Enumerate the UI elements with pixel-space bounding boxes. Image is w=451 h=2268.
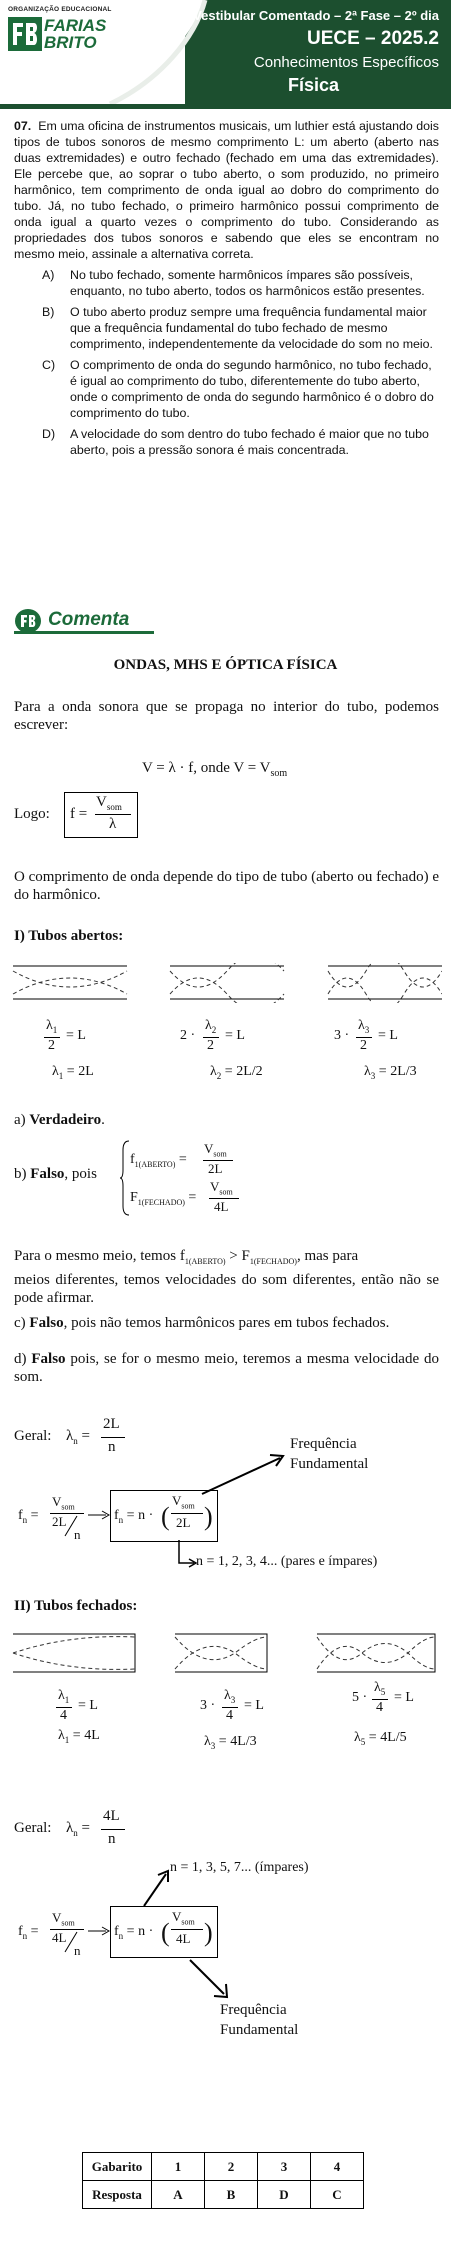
- eq-lhs: [66, 1820, 90, 1838]
- eq-p-num: [172, 1909, 195, 1927]
- eq-result: [354, 1730, 407, 1747]
- v-sub: som: [181, 1501, 195, 1511]
- open-freq-label-1: Frequência: [290, 1436, 357, 1452]
- eq-den: 2: [360, 1038, 367, 1053]
- table-row: [83, 2181, 364, 2209]
- boxed-frequency-formula: [64, 792, 138, 838]
- eq-num: [46, 1018, 57, 1035]
- equation-velocity-text: V = λ · f, onde V = V: [142, 760, 271, 776]
- v-symbol: V: [210, 1179, 220, 1194]
- formula-lhs: f =: [70, 806, 88, 822]
- f-symbol: f: [114, 1508, 119, 1523]
- table-header-cell: 3: [258, 2153, 311, 2181]
- logo-name-brito: BRITO: [44, 33, 97, 52]
- item-verdict: Falso: [31, 1351, 66, 1367]
- item-verdict: Falso: [30, 1166, 65, 1182]
- eq-num: [224, 1688, 235, 1705]
- header-exam-title: UECE – 2025.2: [306, 28, 439, 49]
- eq-coef: 3 ·: [200, 1698, 216, 1713]
- eq-den: 2: [207, 1038, 214, 1053]
- eq-lhs: [66, 1428, 90, 1446]
- eq-den: 4: [376, 1700, 383, 1715]
- eq-num: [358, 1018, 369, 1035]
- result-frac: /3: [405, 1064, 417, 1079]
- lambda-sub: 2: [211, 1024, 217, 1035]
- text: , mas para: [296, 1248, 359, 1264]
- result-eq: = 2L: [224, 1064, 252, 1079]
- closed-n-values: n = 1, 3, 5, 7... (ímpares): [170, 1860, 309, 1875]
- alternative-letter: A): [42, 268, 55, 282]
- eq-num: [204, 1141, 227, 1159]
- logo-label: Logo:: [14, 806, 50, 822]
- formula-numerator: [96, 794, 122, 812]
- eq-sign: = n ·: [126, 1508, 154, 1523]
- result-frac: 4L/5: [380, 1730, 407, 1745]
- eq-coef: 3 ·: [334, 1028, 350, 1043]
- table-header-cell: 1: [152, 2153, 205, 2181]
- comenta-label: Comenta: [48, 609, 130, 630]
- paren-close: ): [204, 1918, 213, 1947]
- same-medium-line-1: [14, 1248, 358, 1266]
- lambda-sub: 3: [370, 1070, 376, 1081]
- slash-mark: [64, 1515, 78, 1537]
- item-suffix: .: [101, 1112, 105, 1128]
- eq-den: 4: [60, 1708, 67, 1723]
- lambda-sub: 1: [64, 1694, 70, 1705]
- lambda-sub: 3: [364, 1024, 370, 1035]
- eq-p-den: 4L: [176, 1931, 191, 1946]
- equation-velocity: [142, 760, 287, 779]
- eq-result: [52, 1064, 94, 1081]
- eq-den-b: n: [74, 1943, 81, 1958]
- eq-num: [52, 1910, 75, 1928]
- fraction-bar: [95, 814, 131, 815]
- comenta-underline: [14, 631, 154, 634]
- header-bottom-rule: [0, 104, 451, 109]
- alternative-letter: B): [42, 305, 55, 319]
- eq-lhs: [18, 1924, 39, 1941]
- paren-open: (: [161, 1918, 170, 1947]
- eq-sign: =: [30, 1508, 39, 1523]
- result-frac: /2: [251, 1064, 263, 1079]
- lambda-sub: 5: [360, 1736, 366, 1747]
- f-symbol: f: [18, 1508, 23, 1523]
- arrow-right-icon: [88, 1926, 110, 1936]
- lambda-sub: n: [73, 1436, 78, 1446]
- f-sub: n: [22, 1930, 28, 1941]
- f-symbol: F: [130, 1190, 138, 1205]
- eq-sign: =: [178, 1152, 187, 1167]
- lambda-symbol: λ: [204, 1734, 211, 1749]
- lambda-sub: 2: [216, 1070, 222, 1081]
- item-b: [14, 1166, 97, 1183]
- closed-freq-label-2: Fundamental: [220, 2022, 299, 2038]
- lambda-symbol: λ: [66, 1820, 74, 1836]
- f-sub: 1(ABERTO): [134, 1159, 176, 1169]
- v-sub: som: [181, 1917, 195, 1927]
- lambda-symbol: λ: [58, 1728, 65, 1743]
- closed-tubes-title: II) Tubos fechados:: [14, 1598, 138, 1614]
- fraction-bar: [101, 1829, 125, 1830]
- eq-den: 2L: [208, 1161, 223, 1176]
- lambda-symbol: λ: [66, 1428, 74, 1444]
- f-symbol: f: [114, 1924, 119, 1939]
- fraction-bar: [171, 1513, 203, 1514]
- v-sub: som: [219, 1187, 233, 1197]
- item-prefix: c): [14, 1315, 30, 1331]
- lambda-symbol: λ: [354, 1730, 361, 1745]
- logo-name-farias: FARIAS: [44, 16, 107, 35]
- lambda-symbol: λ: [374, 1680, 381, 1695]
- eq-rhs: = L: [244, 1698, 264, 1713]
- eq-lhs: [130, 1152, 187, 1169]
- formula-num-sub: som: [106, 802, 122, 812]
- eq-den: n: [108, 1439, 116, 1455]
- table-cell: Resposta: [83, 2181, 152, 2209]
- equation-velocity-sub: som: [270, 768, 288, 779]
- f-sub: 1(FECHADO): [137, 1197, 185, 1207]
- lambda-sub: 1: [52, 1024, 58, 1035]
- f-sub: 1(ABERTO): [184, 1257, 226, 1266]
- paren-close: ): [204, 1502, 213, 1531]
- result-eq: = 4L: [72, 1728, 100, 1743]
- alternative-d: [14, 426, 439, 458]
- alternative-letter: D): [42, 427, 56, 441]
- paren-open: (: [161, 1502, 170, 1531]
- item-prefix: d): [14, 1351, 32, 1367]
- item-text: , pois não temos harmônicos pares em tubos fechados.: [63, 1315, 390, 1331]
- lambda-symbol: λ: [358, 1018, 365, 1033]
- lambda-symbol: λ: [364, 1064, 371, 1079]
- item-c: [14, 1314, 439, 1332]
- v-symbol: V: [52, 1494, 62, 1509]
- same-medium-line-2: meios diferentes, temos velocidades do som diferentes, então não se pode afirmar.: [14, 1272, 439, 1306]
- alternative-text: No tubo fechado, somente harmônicos ímpares são possíveis, enquanto, no tubo aberto, todos os harmônicos estão presentes.: [70, 268, 425, 298]
- arrow-down-right-icon: [176, 1540, 198, 1570]
- open-n-values: n = 1, 2, 3, 4... (pares e ímpares): [196, 1554, 378, 1569]
- eq-num: [58, 1688, 69, 1705]
- eq-rhs: [114, 1924, 153, 1941]
- formula-denominator: λ: [109, 816, 117, 832]
- eq-coef: 2 ·: [180, 1028, 196, 1043]
- eq-p-den: 2L: [176, 1515, 191, 1530]
- lambda-symbol: λ: [224, 1688, 231, 1703]
- lambda-sub: 3: [230, 1694, 236, 1705]
- eq-result: [204, 1734, 257, 1751]
- table-header-cell: Gabarito: [83, 2153, 152, 2181]
- eq-result: [58, 1728, 100, 1745]
- eq-num: [210, 1179, 233, 1197]
- general-label: Geral:: [14, 1820, 52, 1836]
- org-label: ORGANIZAÇÃO EDUCACIONAL: [8, 6, 112, 13]
- eq-num: 2L: [103, 1416, 120, 1432]
- table-header-cell: 2: [205, 2153, 258, 2181]
- eq-sign: =: [81, 1820, 90, 1836]
- open-tubes-title: I) Tubos abertos:: [14, 928, 124, 944]
- eq-rhs: = L: [225, 1028, 245, 1043]
- header-exam-line: Vestibular Comentado – 2ª Fase – 2º dia: [193, 8, 439, 23]
- f-sub: n: [118, 1514, 124, 1525]
- header-subject-area: Conhecimentos Específicos: [253, 54, 439, 71]
- result-eq: = 4L: [218, 1734, 246, 1749]
- lambda-sub: n: [73, 1828, 78, 1838]
- eq-den-a: 2L: [52, 1514, 67, 1529]
- table-cell: B: [205, 2181, 258, 2209]
- eq-num: [374, 1680, 385, 1697]
- item-verdict: Falso: [29, 1315, 64, 1331]
- v-symbol: V: [172, 1909, 182, 1924]
- closed-freq-label-1: Frequência: [220, 2002, 287, 2018]
- item-verdict: Verdadeiro: [29, 1112, 102, 1128]
- lambda-symbol: λ: [210, 1064, 217, 1079]
- page-header: [0, 0, 451, 104]
- f-sub: 1(FECHADO): [249, 1257, 297, 1266]
- farias-brito-logo-icon: [8, 17, 42, 51]
- f-symbol: f: [179, 1248, 185, 1264]
- open-tubes-diagram: [10, 963, 442, 1003]
- v-symbol: V: [172, 1493, 182, 1508]
- alternative-c: [14, 357, 439, 421]
- table-cell: D: [258, 2181, 311, 2209]
- eq-num: [52, 1494, 75, 1512]
- fraction-bar: [101, 1437, 125, 1438]
- eq-den-b: n: [74, 1527, 81, 1542]
- eq-result: [364, 1064, 417, 1081]
- answer-key-table: [82, 2152, 364, 2209]
- brace-icon: [120, 1140, 130, 1216]
- v-symbol: V: [52, 1910, 62, 1925]
- lambda-sub: 1: [64, 1734, 70, 1745]
- lambda-symbol: λ: [58, 1688, 65, 1703]
- alternative-b: [14, 304, 439, 352]
- lambda-symbol: λ: [52, 1064, 59, 1079]
- header-subject: Física: [287, 75, 339, 95]
- result-eq: = 2L: [378, 1064, 406, 1079]
- result-frac: /3: [245, 1734, 257, 1749]
- table-cell: C: [311, 2181, 364, 2209]
- lambda-sub: 3: [210, 1740, 216, 1751]
- eq-rhs: = L: [378, 1028, 398, 1043]
- open-freq-label-2: Fundamental: [290, 1456, 369, 1472]
- eq-sign: = n ·: [126, 1924, 154, 1939]
- alternative-text: A velocidade do som dentro do tubo fechado é maior que no tubo aberto, pois a pressão sonora é mais concentrada.: [70, 427, 429, 457]
- eq-num: 4L: [103, 1808, 120, 1824]
- eq-coef: 5 ·: [352, 1690, 368, 1705]
- f-symbol: f: [18, 1924, 23, 1939]
- eq-den-a: 4L: [52, 1930, 67, 1945]
- solution-title: ONDAS, MHS E ÓPTICA FÍSICA: [113, 657, 338, 673]
- eq-lhs: [130, 1190, 196, 1207]
- arrow-right-icon: [88, 1510, 110, 1520]
- eq-rhs: = L: [394, 1690, 414, 1705]
- item-prefix: b): [14, 1166, 31, 1182]
- eq-den: 4L: [214, 1199, 229, 1214]
- slash-mark: [64, 1931, 78, 1953]
- eq-sign: =: [30, 1924, 39, 1939]
- wavelength-note: O comprimento de onda depende do tipo de tubo (aberto ou fechado) e do harmônico.: [14, 869, 439, 903]
- question-text: Em uma oficina de instrumentos musicais, um luthier está ajustando dois tipos de tubos sonoros de mesmo comprimento L: um aberto (aberto nas duas extremidades) e outro fechado (fechado em uma das extremidades). Ele percebe que, ao soprar o tubo aberto, o som produzido, no primeiro harmônico, tem comprimento de onda igual ao dobro do comprimento do tubo. Já, no tubo fechado, o primeiro harmônico possui comprimento de onda igual a quarto vezes o comprimento do tubo. Considerando as propriedades dos tubos sonoros e sabendo que eles se encontram no mesmo meio, assinale a alternativa correta.: [14, 119, 439, 261]
- table-header-cell: 4: [311, 2153, 364, 2181]
- lambda-symbol: λ: [46, 1018, 53, 1033]
- lambda-symbol: λ: [205, 1018, 212, 1033]
- item-d: [14, 1350, 439, 1386]
- eq-sign: =: [188, 1190, 197, 1205]
- fraction-bar: [171, 1929, 203, 1930]
- result-eq: =: [368, 1730, 377, 1745]
- question-block: [14, 118, 439, 458]
- eq-lhs: [18, 1508, 39, 1525]
- v-sub: som: [61, 1918, 75, 1928]
- lambda-sub: 5: [380, 1686, 386, 1697]
- question-statement: [14, 118, 439, 262]
- item-text: pois, se for o mesmo meio, teremos a mesma velocidade do som.: [14, 1351, 439, 1385]
- eq-rhs: [114, 1508, 153, 1525]
- table-row: [83, 2153, 364, 2181]
- eq-den: n: [108, 1831, 116, 1847]
- item-prefix: a): [14, 1112, 30, 1128]
- question-number: 07.: [14, 119, 32, 133]
- f-sub: n: [118, 1930, 124, 1941]
- gt-sign: > F: [225, 1248, 250, 1264]
- result-eq: = 2L: [66, 1064, 94, 1079]
- v-symbol: V: [204, 1141, 214, 1156]
- item-a: [14, 1112, 105, 1129]
- eq-num: [205, 1018, 216, 1035]
- eq-den: 4: [226, 1708, 233, 1723]
- closed-tubes-diagram: [10, 1632, 442, 1674]
- lambda-sub: 1: [58, 1070, 64, 1081]
- general-label: Geral:: [14, 1428, 52, 1444]
- alternative-letter: C): [42, 358, 56, 372]
- eq-result: [210, 1064, 263, 1081]
- eq-den: 2: [48, 1038, 55, 1053]
- eq-rhs: = L: [78, 1698, 98, 1713]
- arrow-up-icon: [140, 1868, 176, 1908]
- text: Para o mesmo meio, temos: [14, 1248, 180, 1264]
- f-sub: n: [22, 1514, 28, 1525]
- alternative-text: O tubo aberto produz sempre uma frequência fundamental maior que a frequência fundamental do tubo fechado de mesmo comprimento, independentemente da velocidade do som no meio.: [70, 305, 433, 351]
- f-symbol: f: [130, 1152, 135, 1167]
- item-suffix: , pois: [64, 1166, 97, 1182]
- solution-intro: Para a onda sonora que se propaga no interior do tubo, podemos escrever:: [14, 699, 439, 733]
- v-sub: som: [213, 1149, 227, 1159]
- v-sub: som: [61, 1502, 75, 1512]
- arrow-up-right-icon: [190, 1450, 290, 1500]
- eq-sign: =: [81, 1428, 90, 1444]
- eq-rhs: = L: [66, 1028, 86, 1043]
- alternative-a: [14, 267, 439, 299]
- arrow-down-right-icon: [186, 1958, 236, 2004]
- alternative-text: O comprimento de onda do segundo harmônico, no tubo fechado, é igual ao comprimento do tubo, diferentemente do tubo aberto, onde o comprimento de onda do segundo harmônico é o dobro do comprimento do tubo.: [70, 358, 434, 420]
- table-cell: A: [152, 2181, 205, 2209]
- formula-num-text: V: [96, 794, 107, 810]
